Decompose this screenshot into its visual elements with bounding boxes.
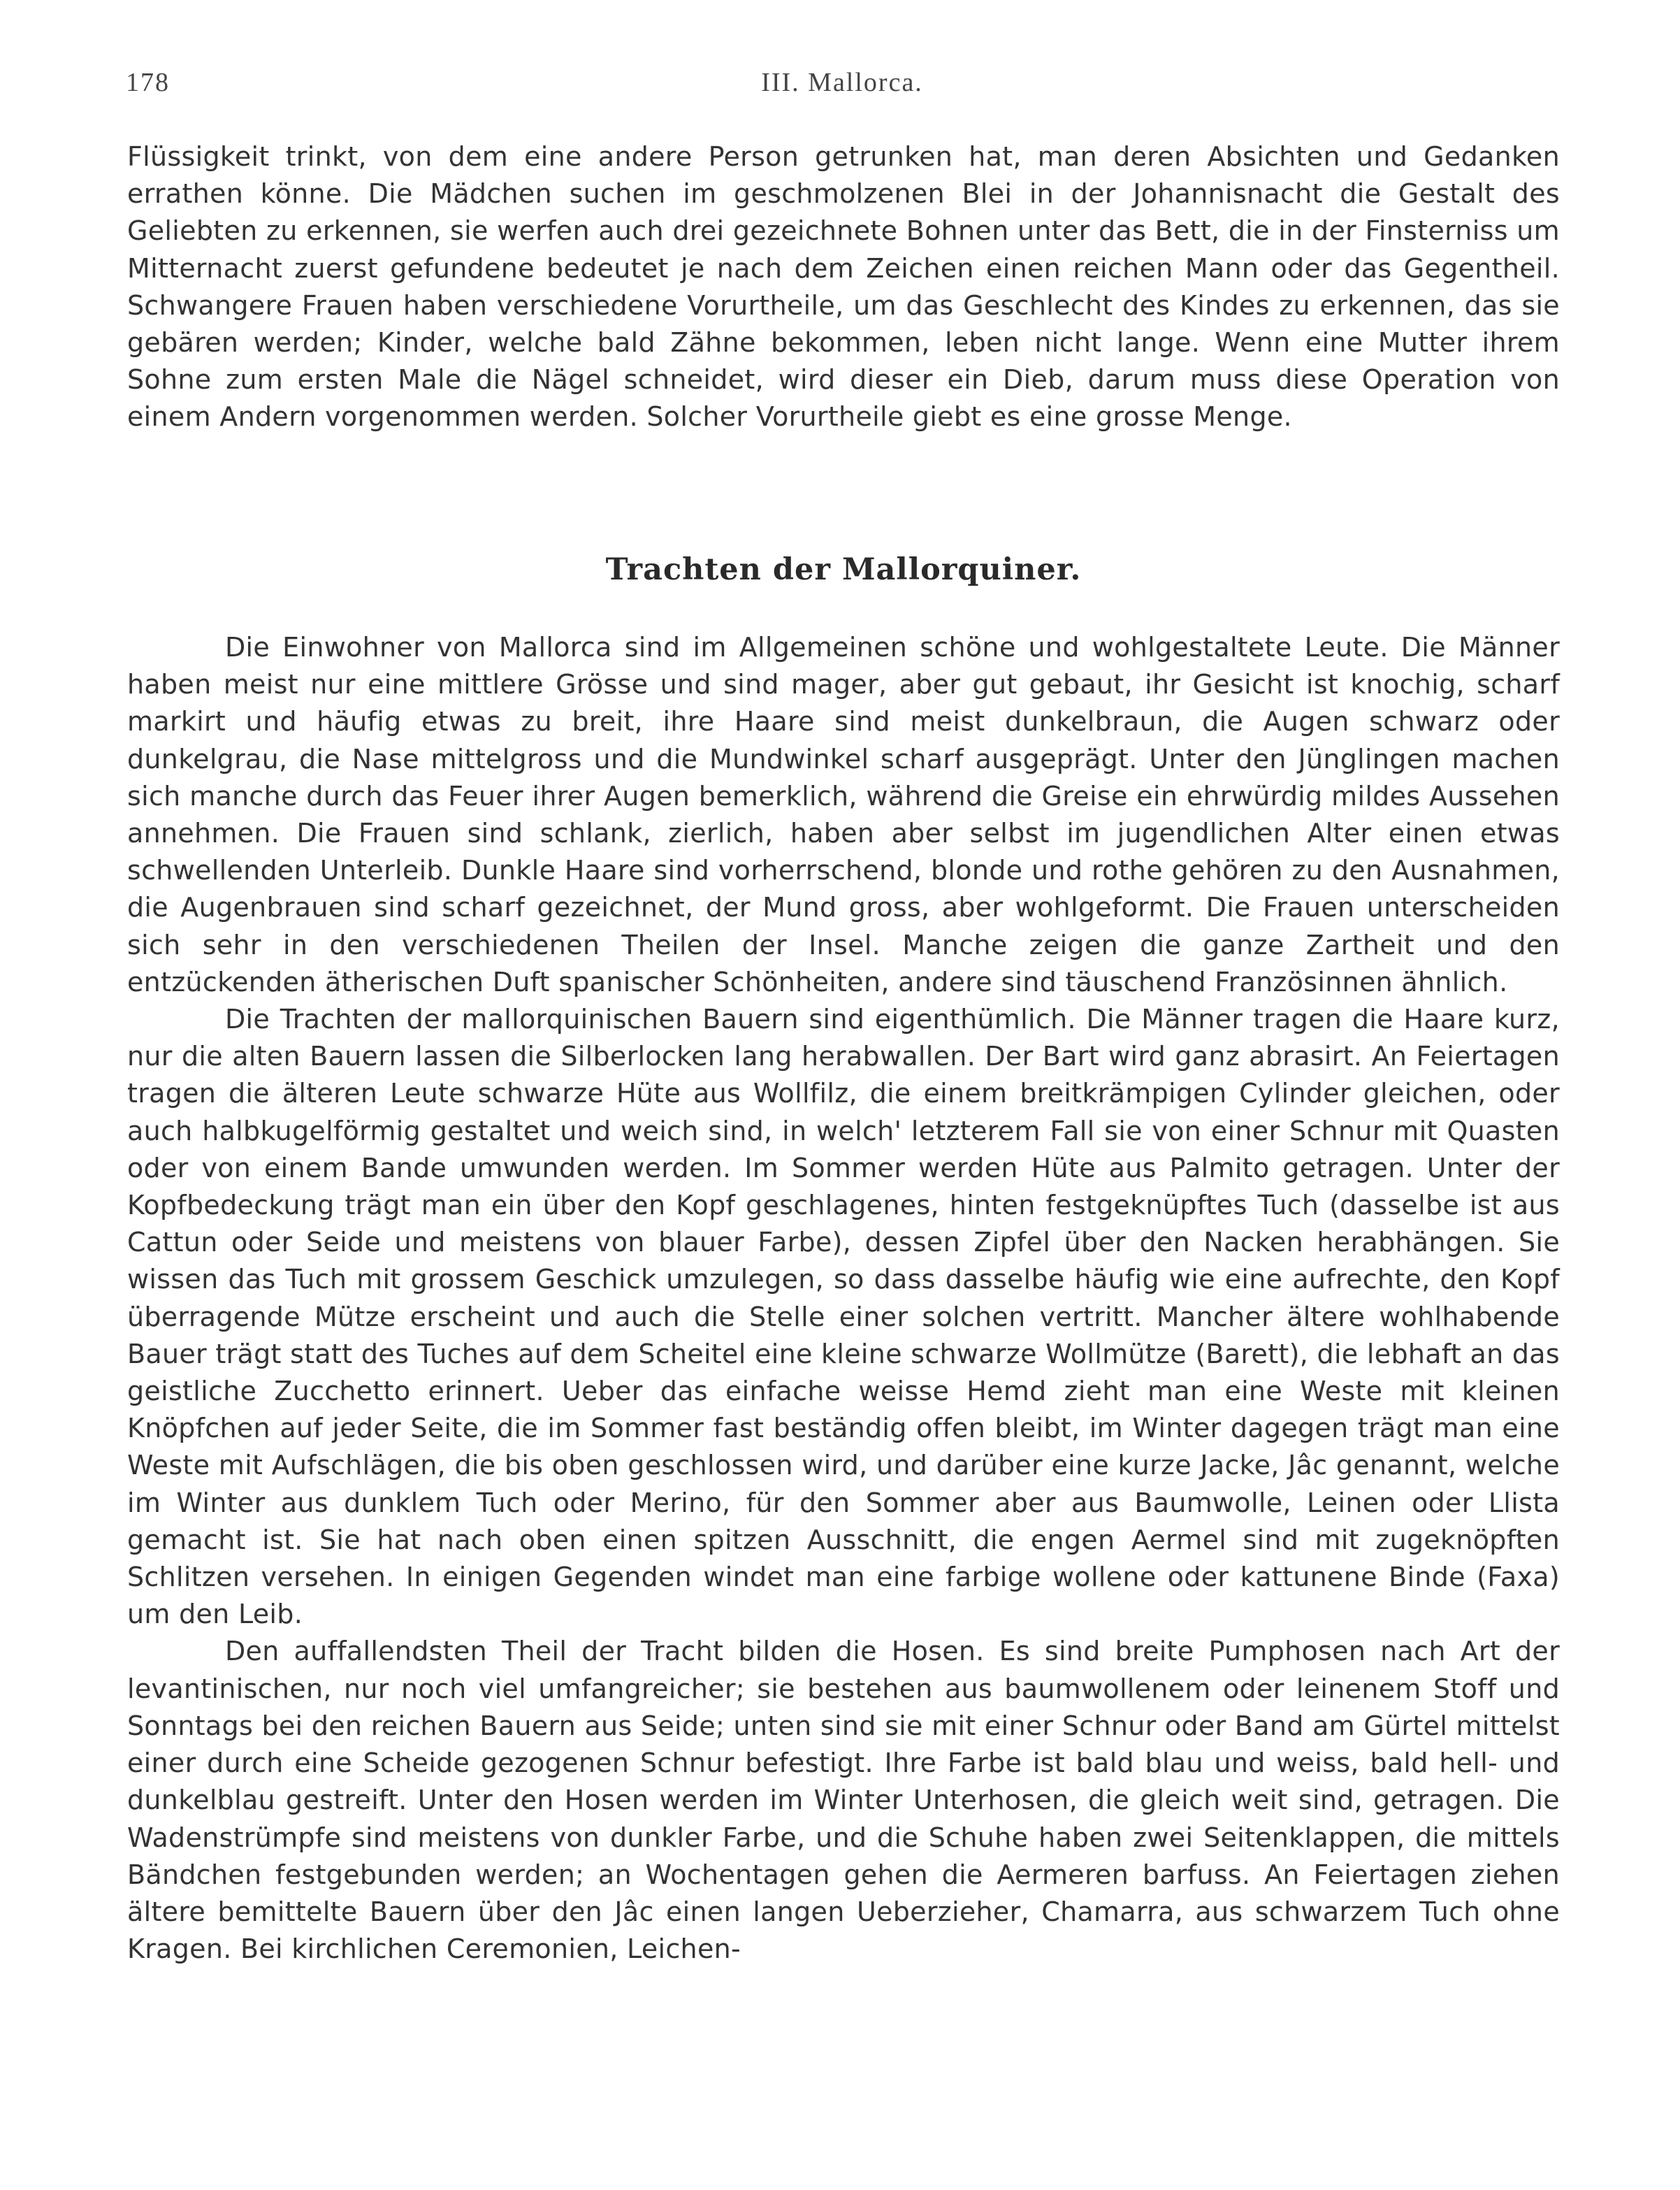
section-body xyxy=(127,629,1560,1968)
page-header xyxy=(126,67,1558,109)
intro-paragraph-block xyxy=(127,138,1560,436)
intro-paragraph: Flüssigkeit trinkt, von dem eine andere Person getrunken hat, man deren Absichten und Gedanken errathen könne. Die Mädchen suchen im geschmolzenen Blei in der Johannisnacht die Gestalt des Geliebten zu erkennen, sie werfen auch drei gezeichnete Bohnen unter das Bett, die in der Finsterniss um Mitternacht zuerst gefundene bedeutet je nach dem Zeichen einen reichen Mann oder das Gegentheil. Schwangere Frauen haben verschiedene Vorurtheile, um das Geschlecht des Kindes zu erkennen, das sie gebären werden; Kinder, welche bald Zähne bekommen, leben nicht lange. Wenn eine Mutter ihrem Sohne zum ersten Male die Nägel schneidet, wird dieser ein Dieb, darum muss diese Operation von einem Andern vorgenommen werden. Solcher Vorurtheile giebt es eine grosse Menge. xyxy=(127,141,1560,433)
running-head: III. Mallorca. xyxy=(761,68,923,97)
page-number: 178 xyxy=(126,68,170,97)
section-title: Trachten der Mallorquiner. xyxy=(605,552,1082,587)
body-paragraph-1: Die Einwohner von Mallorca sind im Allgemeinen schöne und wohlgestaltete Leute. Die Männer haben meist nur eine mittlere Grösse und sind mager, aber gut gebaut, ihr Gesicht ist knochig, scharf markirt und häufig etwas zu breit, ihre Haare sind meist dunkelbraun, die Augen schwarz oder dunkelgrau, die Nase mittelgross und die Mundwinkel scharf ausgeprägt. Unter den Jünglingen machen sich manche durch das Feuer ihrer Augen bemerklich, während die Greise ein ehrwürdig mildes Aussehen annehmen. Die Frauen sind schlank, zierlich, haben aber selbst im jugendlichen Alter einen etwas schwellenden Unterleib. Dunkle Haare sind vorherrschend, blonde und rothe gehören zu den Ausnahmen, die Augenbrauen sind scharf gezeichnet, der Mund gross, aber wohlgeformt. Die Frauen unterscheiden sich sehr in den verschiedenen Theilen der Insel. Manche zeigen die ganze Zartheit und den entzückenden ätherischen Duft spanischer Schönheiten, andere sind täuschend Französinnen ähnlich. xyxy=(127,632,1560,997)
body-paragraph-3: Den auffallendsten Theil der Tracht bilden die Hosen. Es sind breite Pumphosen nach Art der levantinischen, nur noch viel umfangreicher; sie bestehen aus baumwollenem oder leinenem Stoff und Sonntags bei den reichen Bauern aus Seide; unten sind sie mit einer Schnur oder Band am Gürtel mittelst einer durch eine Scheide gezogenen Schnur befestigt. Ihre Farbe ist bald blau und weiss, bald hell- und dunkelblau gestreift. Unter den Hosen werden im Winter Unterhosen, die gleich weit sind, getragen. Die Wadenstrümpfe sind meistens von dunkler Farbe, und die Schuhe haben zwei Seitenklappen, die mittels Bändchen festgebunden werden; an Wochentagen gehen die Aermeren barfuss. An Feiertagen ziehen ältere bemittelte Bauern über den Jâc einen langen Ueberzieher, Chamarra, aus schwarzem Tuch ohne Kragen. Bei kirchlichen Ceremonien, Leichen- xyxy=(127,1636,1560,1965)
body-paragraph-2: Die Trachten der mallorquinischen Bauern sind eigenthümlich. Die Männer tragen die Haare kurz, nur die alten Bauern lassen die Silberlocken lang herabwallen. Der Bart wird ganz abrasirt. An Feiertagen tragen die älteren Leute schwarze Hüte aus Wollfilz, die einem breitkrämpigen Cylinder gleichen, oder auch halbkugelförmig gestaltet und weich sind, in welch' letzterem Fall sie von einer Schnur mit Quasten oder von einem Bande umwunden werden. Im Sommer werden Hüte aus Palmito getragen. Unter der Kopfbedeckung trägt man ein über den Kopf geschlagenes, hinten festgeknüpftes Tuch (dasselbe ist aus Cattun oder Seide und meistens von blauer Farbe), dessen Zipfel über den Nacken herabhängen. Sie wissen das Tuch mit grossem Geschick umzulegen, so dass dasselbe häufig wie eine aufrechte, den Kopf überragende Mütze erscheint und auch die Stelle einer solchen vertritt. Mancher ältere wohlhabende Bauer trägt statt des Tuches auf dem Scheitel eine kleine schwarze Wollmütze (Barett), die lebhaft an das geistliche Zucchetto erinnert. Ueber das einfache weisse Hemd zieht man eine Weste mit kleinen Knöpfchen auf jeder Seite, die im Sommer fast beständig offen bleibt, im Winter dagegen trägt man eine Weste mit Aufschlägen, die bis oben geschlossen wird, und darüber eine kurze Jacke, Jâc genannt, welche im Winter aus dunklem Tuch oder Merino, für den Sommer aber aus Baumwolle, Leinen oder Llista gemacht ist. Sie hat nach oben einen spitzen Ausschnitt, die engen Aermel sind mit zugeknöpften Schlitzen versehen. In einigen Gegenden windet man eine farbige wollene oder kattunene Binde (Faxa) um den Leib. xyxy=(127,1004,1560,1630)
